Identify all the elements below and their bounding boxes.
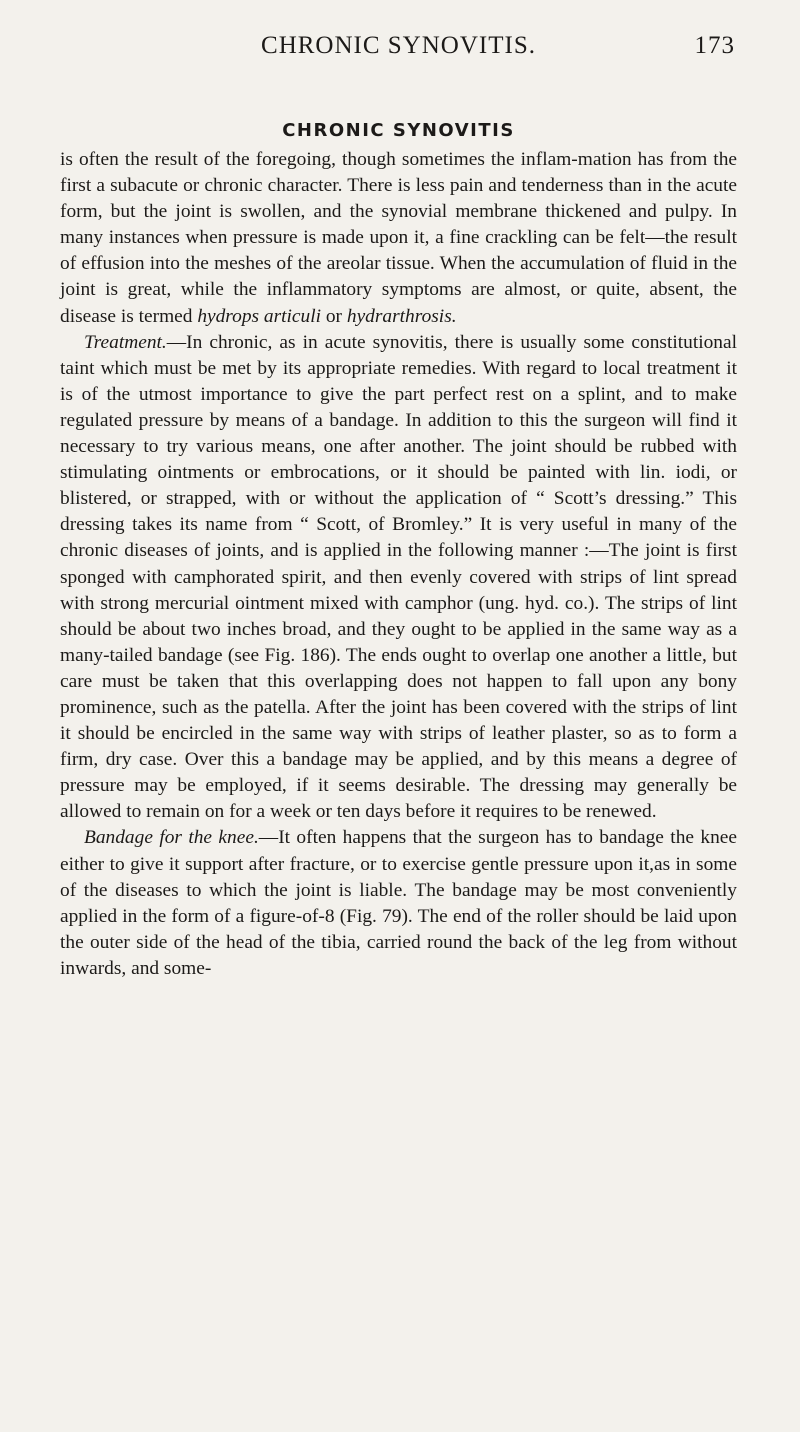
book-page [0, 32, 800, 1432]
paragraph-intro [60, 147, 737, 330]
treatment-heading: Treatment. [84, 331, 167, 353]
term-hydrarthrosis: hydrarthrosis. [346, 305, 457, 327]
paragraph-intro-conjunction: or [321, 305, 347, 327]
page-number: 173 [694, 32, 735, 59]
term-hydrops-articuli: hydrops articuli [197, 305, 322, 327]
paragraph-intro-text: is often the result of the foregoing, though sometimes the inflam-mation has from the first a subacute or chronic character. There is less pain and tenderness than in the acute form, but the joint is swollen, and the synovial membrane thickened and pulpy. In many instances when pressure is made upon it, a fine crackling can be felt—the result of effusion into the meshes of the areolar tissue. When the accumulation of fluid in the joint is great, while the inflammatory symptoms are almost, or quite, absent, the disease is termed [60, 149, 737, 327]
paragraph-bandage [60, 825, 737, 982]
running-title: CHRONIC SYNOVITIS. [261, 32, 536, 59]
bandage-text: —It often happens that the surgeon has to bandage the knee either to give it support after fracture, or to exercise gentle pressure upon it,as in some of the diseases to which the joint is liable. The bandage may be most conveniently applied in the form of a figure-of-8 (Fig. 79). The end of the roller should be laid upon the outer side of the head of the tibia, carried round the back of the leg from without inwards, and some- [60, 827, 737, 979]
treatment-text: —In chronic, as in acute synovitis, there is usually some constitutional taint which must be met by its appropriate remedies. With regard to local treatment it is of the utmost importance to give the part perfect rest on a splint, and to make regulated pressure by means of a bandage. In addition to this the surgeon will find it necessary to try various means, one after another. The joint should be rubbed with stimulating ointments or embrocations, or it should be painted with lin. iodi, or blistered, or strapped, with or without the application of “ Scott’s dressing.” This dressing takes its name from “ Scott, of Bromley.” It is very useful in many of the chronic diseases of joints, and is applied in the following manner :—The joint is first sponged with camphorated spirit, and then evenly covered with strips of lint spread with strong mercurial ointment mixed with camphor (ung. hyd. co.). The strips of lint should be about two inches broad, and they ought to be applied in the same way as a many-tailed bandage (see Fig. 186). The ends ought to overlap one another a little, but care must be taken that this overlapping does not happen to fall upon any bony prominence, such as the patella. After the joint has been covered with the strips of lint it should be encircled in the same way with strips of leather plaster, so as to form a firm, dry case. Over this a bandage may be applied, and by this means a degree of pressure may be employed, if it seems desirable. The dressing may generally be allowed to remain on for a week or ten days before it requires to be renewed. [60, 331, 737, 823]
paragraph-treatment [60, 330, 737, 826]
running-head [60, 32, 737, 92]
body-text [60, 147, 737, 982]
bandage-heading: Bandage for the knee. [84, 827, 259, 849]
section-title: CHRONIC SYNOVITIS [282, 120, 515, 141]
